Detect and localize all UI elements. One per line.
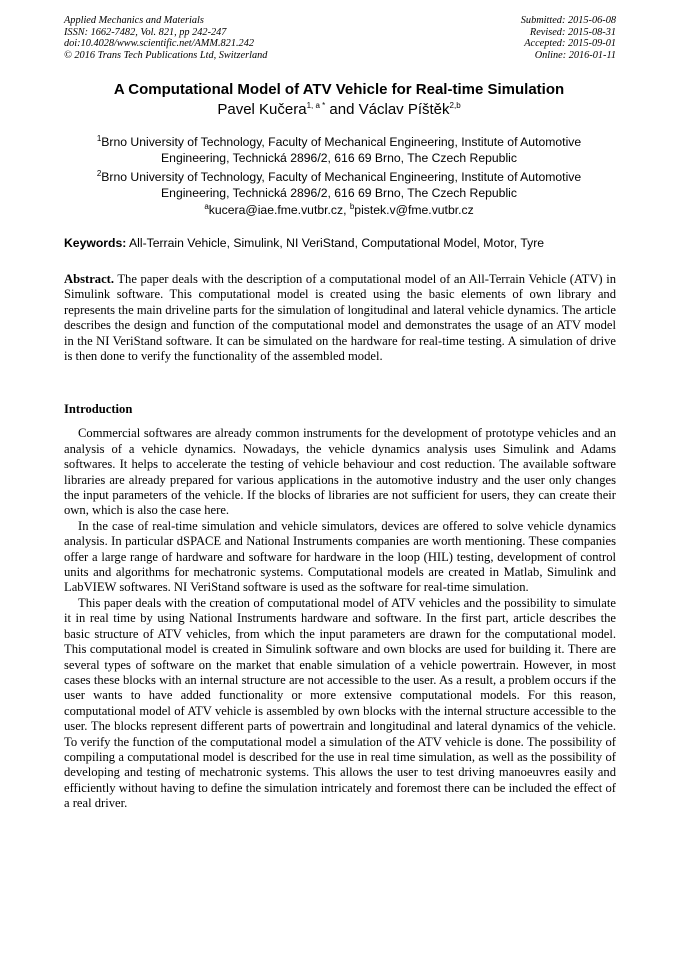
affiliation-sup: 1 <box>96 134 102 143</box>
abstract-label: Abstract. <box>64 272 115 286</box>
affiliation-2 <box>0 166 678 201</box>
revised-date: Revised: 2015-08-31 <box>529 26 616 38</box>
author-1: Pavel Kučera <box>217 101 307 118</box>
publication-dates <box>521 15 616 61</box>
paragraph: This paper deals with the creation of computational model of ATV vehicles and the possibility to simulate it in real time by using National Instruments hardware and software. In the first part, article describes the basic structure of ATV vehicles, from which the input parameters are drawn for the computational model. This computational model is created in Simulink software and own blocks are used for building it. There are several types of software on the market that enable simulation of a vehicle powertrain. However, in most cases these blocks with an internal structure are not accessible to the user. As a result, a problem occurs if the user wants to have added functionality or more extensive computational models. For this reason, computational model of ATV vehicle is assembled by own blocks with the internal structure accessible to the user. The blocks represent different parts of powertrain and longitudinal and lateral dynamics of the vehicle. To verify the function of the computational model a simulation of the ATV vehicle is done. The possibility of compiling a computational model is described for the use in real time simulation, as well as the possibility of developing and testing of mechatronic systems. This allows the user to test driving manoeuvres easily and efficiently without having to define the simulation intricately and foremost there can be included the effect of a real driver. <box>64 595 616 811</box>
email-link[interactable]: pistek.v@fme.vutbr.cz <box>354 203 474 218</box>
author-2-sup: 2,b <box>449 101 461 110</box>
journal-name: Applied Mechanics and Materials <box>64 15 204 26</box>
affiliation-line: Brno University of Technology, Faculty of Mechanical Engineering, Institute of Automotive <box>101 135 582 150</box>
affiliation-line: Brno University of Technology, Faculty of Mechanical Engineering, Institute of Automotive <box>101 170 582 185</box>
section-heading: Introduction <box>64 402 133 416</box>
online-date: Online: 2016-01-11 <box>534 49 616 61</box>
issn: ISSN: 1662-7482, Vol. 821, pp 242-247 <box>64 26 227 38</box>
author-2: Václav Píštěk <box>358 101 450 118</box>
abstract <box>64 272 616 364</box>
authors-and: and <box>325 101 359 118</box>
authors <box>0 101 678 118</box>
introduction-section <box>64 402 616 812</box>
paragraph: Commercial softwares are already common instruments for the development of prototype vehicles and an analysis of a vehicle dynamics. Nowadays, the vehicle dynamics analysis uses Simulink and Adams softwares. It helps to accelerate the testing of vehicle behaviour and cost reduction. The available software libraries are already prepared for various applications in the automotive industry and the user only changes the input parameters of the vehicle. If the blocks of libraries are not sufficient for users, they can create their own, which is also the case here. <box>64 426 616 518</box>
email-sup: a <box>204 202 209 211</box>
doi: doi:10.4028/www.scientific.net/AMM.821.242 <box>64 38 254 50</box>
affiliation-1 <box>0 131 678 166</box>
affiliation-line: Engineering, Technická 2896/2, 616 69 Brno, The Czech Republic <box>161 150 517 165</box>
paragraph: In the case of real-time simulation and vehicle simulators, devices are offered to solve vehicle dynamics analysis. In particular dSPACE and National Instruments companies are worth mentioning. These companies offer a large range of hardware and software for hardware in the loop (HIL) testing, development of control units and algorithms for mechatronic systems. Computational models are created in Matlab, Simulink and LabVIEW softwares. NI VeriStand software is used as the software for real-time simulation. <box>64 518 616 595</box>
affiliation-line: Engineering, Technická 2896/2, 616 69 Brno, The Czech Republic <box>161 185 517 200</box>
emails <box>0 202 678 217</box>
paper-title: A Computational Model of ATV Vehicle for Real-time Simulation <box>113 81 565 98</box>
submitted-date: Submitted: 2015-06-08 <box>520 15 616 26</box>
email-link[interactable]: kucera@iae.fme.vutbr.cz, <box>208 203 350 218</box>
email-sup: b <box>349 202 355 211</box>
keywords-label: Keywords: <box>64 236 127 250</box>
affiliation-sup: 2 <box>96 169 102 178</box>
journal-info <box>64 15 267 61</box>
keywords <box>64 236 544 250</box>
abstract-text: The paper deals with the description of a computational model of an All-Terrain Vehicle (ATV) in Simulink software. This computational model is created using the basic elements of own library and represents the main driveline parts for the simulation of longitudinal and lateral vehicle dynamics. The article describes the design and function of the computational model and demonstrates the usage of an ATV model in the NI VeriStand software. It can be simulated on the hardware for real-time testing. A simulation of drive is then done to verify the functionality of the assembled model. <box>64 272 616 364</box>
author-1-sup: 1, a * <box>306 101 326 110</box>
keywords-text: All-Terrain Vehicle, Simulink, NI VeriStand, Computational Model, Motor, Tyre <box>126 236 545 250</box>
copyright: © 2016 Trans Tech Publications Ltd, Switzerland <box>64 49 268 61</box>
accepted-date: Accepted: 2015-09-01 <box>524 38 616 50</box>
